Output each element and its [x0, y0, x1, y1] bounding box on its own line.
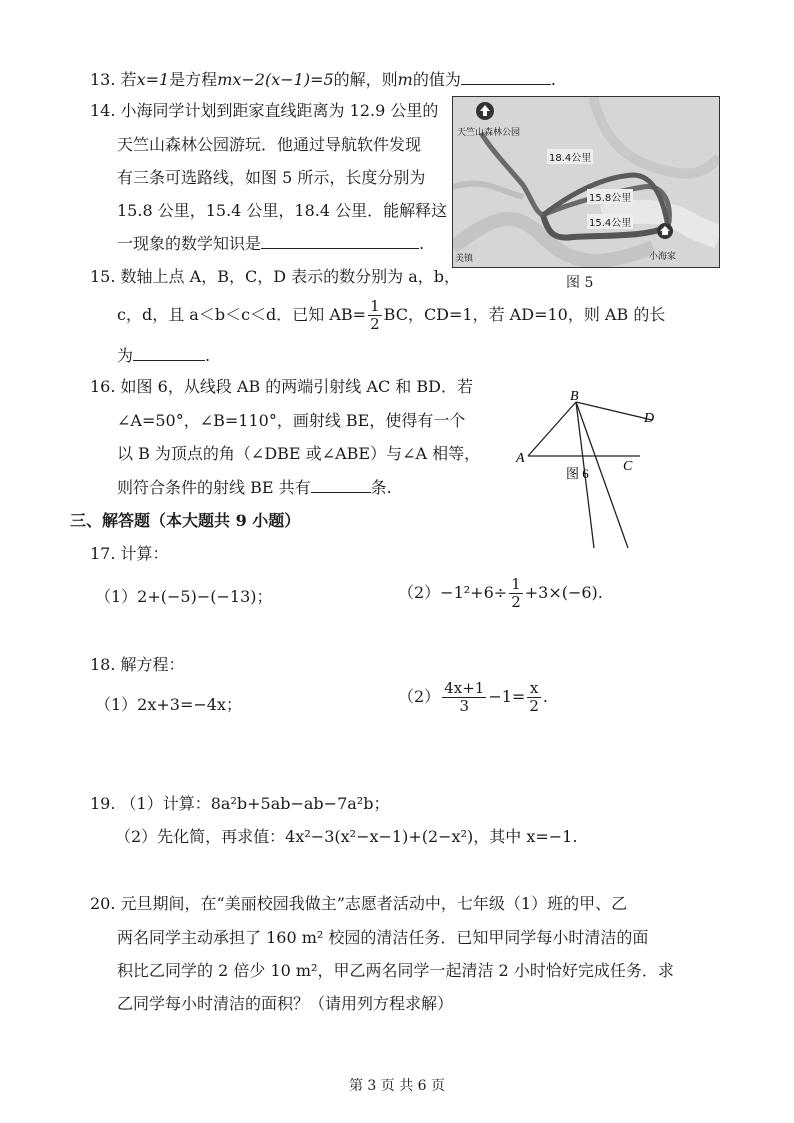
segment-ab — [528, 402, 576, 456]
q18-frac-2-num: x — [527, 680, 541, 698]
q15-frac-num: 1 — [370, 297, 380, 315]
q18-middle: −1= — [488, 687, 526, 706]
q17-fraction — [509, 576, 523, 611]
map-label-route-18-4: 18.4公里 — [547, 149, 593, 164]
q13-equation: mx−2(x−1)=5 — [217, 70, 334, 89]
q15-fraction — [368, 298, 382, 333]
q18-part-2-label: （2） — [398, 687, 441, 706]
q15-line-2 — [117, 298, 665, 333]
ray-bd — [576, 402, 652, 420]
map-label-park: 天竺山森林公园 — [457, 128, 521, 138]
q13-text-4: 的值为 — [412, 70, 461, 89]
q13-line — [90, 68, 556, 91]
q14-line-5 — [117, 232, 424, 255]
q15-text-2b: BC，CD=1，若 AD=10，则 AB 的长 — [383, 305, 666, 324]
label-D: D — [644, 411, 655, 426]
q13-answer-blank[interactable] — [461, 68, 551, 85]
section-3-heading: 三、解答题（本大题共 9 小题） — [70, 511, 301, 530]
q17-part-2 — [398, 576, 603, 611]
q14-line-1 — [90, 100, 438, 122]
map-label-route-15-8: 15.8公里 — [587, 189, 633, 204]
q18-frac-2-den: 2 — [529, 697, 539, 715]
q20-text-1: 元旦期间，在“美丽校园我做主”志愿者活动中，七年级（1）班的甲、乙 — [120, 894, 628, 913]
q13-text-3: 的解，则 — [333, 70, 398, 89]
q16-line-4 — [117, 476, 392, 499]
q19-number: 19. — [90, 794, 116, 813]
q19-part-2: （2）先化简，再求值：4x²−3(x²−x−1)+(2−x²)，其中 x=−1. — [115, 827, 578, 846]
label-B: B — [570, 390, 579, 404]
map-label-corner: 美镇 — [455, 254, 474, 264]
route-map-figure — [452, 96, 720, 268]
q17-part-2-a: （2）−1²+6÷ — [398, 583, 508, 602]
map-label-home: 小海家 — [649, 252, 677, 262]
q14-answer-blank[interactable] — [261, 232, 419, 249]
figure-6-diagram — [510, 390, 700, 550]
q16-line-1 — [90, 376, 473, 398]
q18-end: . — [542, 687, 548, 706]
q20-number: 20. — [90, 894, 116, 913]
q17-part-2-b: +3×(−6). — [524, 583, 603, 602]
label-A: A — [516, 451, 525, 466]
q18-fraction-2 — [527, 680, 541, 715]
q13-text: 若 — [120, 70, 137, 89]
q16-answer-blank[interactable] — [311, 476, 371, 493]
q16-text-4: 则符合条件的射线 BE 共有 — [117, 478, 311, 497]
q14-tail: . — [419, 234, 425, 253]
q17-title-line — [90, 543, 169, 565]
q13-variable: m — [397, 70, 413, 89]
q17-title: 计算： — [120, 544, 169, 563]
q18-title: 解方程： — [120, 655, 185, 674]
q14-text-1: 小海同学计划到距家直线距离为 12.9 公里的 — [120, 101, 439, 120]
q15-tail: . — [205, 346, 211, 365]
q15-line-1 — [90, 266, 460, 288]
q15-text-1: 数轴上点 A，B，C，D 表示的数分别为 a，b， — [120, 267, 460, 286]
q15-line-3 — [117, 344, 210, 367]
q20-line-1 — [90, 893, 627, 915]
label-C: C — [623, 459, 633, 474]
figure-5-caption: 图 5 — [566, 275, 594, 291]
q14-line-3: 有三条可选路线，如图 5 所示，长度分别为 — [117, 168, 426, 187]
q18-frac-1-den: 3 — [459, 697, 470, 715]
q17-frac-den: 2 — [511, 593, 521, 611]
page-footer: 第 3 页 共 6 页 — [348, 1078, 446, 1094]
q15-text-2a: c，d，且 a＜b＜c＜d．已知 AB= — [117, 305, 367, 324]
q18-fraction-1 — [442, 680, 486, 715]
figure-6-caption: 图 6 — [566, 466, 589, 481]
q20-line-2: 两名同学主动承担了 160 m² 校园的清洁任务．已知甲同学每小时清洁的面 — [117, 928, 649, 947]
q13-tail: . — [550, 70, 556, 89]
q18-part-1: （1）2x+3=−4x； — [95, 695, 242, 714]
q18-frac-1-num: 4x+1 — [444, 679, 485, 697]
q16-tail: 条. — [370, 478, 392, 497]
q18-title-line — [90, 654, 185, 676]
q17-number: 17. — [90, 544, 116, 563]
q14-text-5: 一现象的数学知识是 — [117, 234, 262, 253]
q18-number: 18. — [90, 655, 116, 674]
q15-frac-den: 2 — [370, 315, 380, 333]
q16-text-1: 如图 6，从线段 AB 的两端引射线 AC 和 BD．若 — [120, 377, 473, 396]
map-label-route-15-4: 15.4公里 — [587, 214, 633, 229]
q17-frac-num: 1 — [511, 575, 521, 593]
q13-condition: x=1 — [136, 70, 170, 89]
q14-number: 14. — [90, 101, 116, 120]
q15-number: 15. — [90, 267, 116, 286]
q20-line-4: 乙同学每小时清洁的面积？（请用列方程求解） — [117, 994, 454, 1013]
q13-number: 13. — [90, 70, 116, 89]
q19-part-1: （1）计算：8a²b+5ab−ab−7a²b； — [120, 794, 390, 813]
map-drawing — [453, 97, 719, 267]
q20-line-3: 积比乙同学的 2 倍少 10 m²，甲乙两名同学一起清洁 2 小时恰好完成任务．求 — [117, 961, 674, 980]
q16-line-3: 以 B 为顶点的角（∠DBE 或∠ABE）与∠A 相等， — [117, 444, 481, 463]
q18-part-2 — [398, 680, 548, 715]
q16-number: 16. — [90, 377, 116, 396]
q14-line-2: 天竺山森林公园游玩．他通过导航软件发现 — [117, 135, 422, 154]
q15-text-3: 为 — [117, 346, 134, 365]
q13-text-2: 是方程 — [169, 70, 218, 89]
q14-line-4: 15.8 公里，15.4 公里，18.4 公里．能解释这 — [117, 201, 448, 220]
q17-part-1: （1）2+(−5)−(−13)； — [95, 587, 273, 606]
q15-answer-blank[interactable] — [133, 344, 205, 361]
q19-line-1 — [90, 793, 389, 815]
q16-line-2: ∠A=50°，∠B=110°，画射线 BE，使得有一个 — [117, 411, 466, 430]
